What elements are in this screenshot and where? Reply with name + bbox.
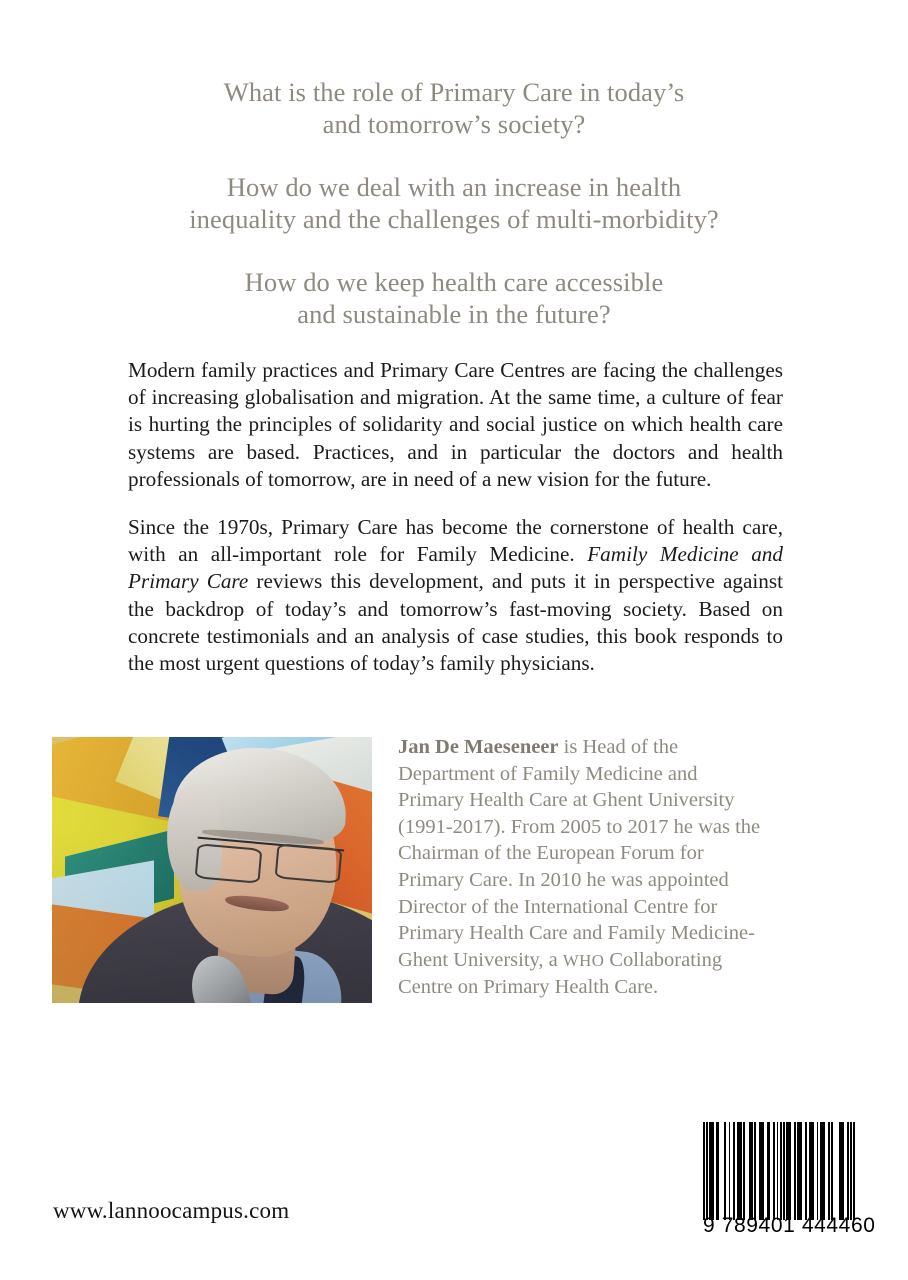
question-1 — [0, 76, 908, 140]
questions-block — [0, 76, 908, 330]
question-2 — [0, 171, 908, 235]
publisher-website[interactable]: www.lannoocampus.com — [53, 1198, 290, 1223]
blurb-paragraph-2 — [128, 514, 783, 677]
question-1-line-2: and tomorrow’s society? — [322, 109, 586, 139]
question-2-line-1: How do we deal with an increase in health — [226, 172, 682, 202]
question-1-line-1: What is the role of Primary Care in today’s — [223, 77, 685, 107]
question-3 — [0, 266, 908, 330]
who-abbreviation: WHO — [562, 950, 605, 970]
barcode-bars — [703, 1122, 855, 1220]
author-bio — [398, 734, 766, 1001]
author-name: Jan De Maeseneer — [398, 736, 559, 758]
author-bio-part-2: Collaborating Centre on Primary Health Care. — [398, 948, 723, 999]
blurb-text — [128, 357, 783, 677]
blurb-p2-part1: Since the 1970s, Primary Care has become the cornerstone of health care, with an all-important role for Family Medicine. — [128, 515, 783, 567]
question-3-line-1: How do we keep health care accessible — [244, 267, 664, 297]
blurb-paragraph-1: Modern family practices and Primary Care Centres are facing the challenges of increasing globalisation and migration. At the same time, a culture of fear is hurting the principles of solidarity and social justice on which health care systems are based. Practices, and in particular the doctors and health professionals of tomorrow, are in need of a new vision for the future. — [128, 358, 783, 491]
barcode-digits: 9 789401 444460 — [703, 1214, 876, 1237]
author-photo — [52, 737, 372, 1003]
blurb-p2-part2: reviews this development, and puts it in perspective against the backdrop of today’s and tomorrow’s fast-moving society. Based on concrete testimonials and an analysis of case studies, this book responds to the most urgent questions of today’s family physicians. — [128, 569, 783, 676]
question-3-line-2: and sustainable in the future? — [297, 299, 611, 329]
question-2-line-2: inequality and the challenges of multi-morbidity? — [189, 204, 719, 234]
book-title-reference: Family Medicine and Primary Care — [128, 542, 783, 594]
barcode — [703, 1122, 876, 1250]
photo-vignette — [52, 737, 372, 1003]
author-bio-part-1: is Head of the Department of Family Medicine and Primary Health Care at Ghent University (1991-2017). From 2005 to 2017 he was the Chairman of the European Forum for Primary Care. In 2010 he was appointed Director of the International Centre for Primary Health Care and Family Medicine-Ghent University, a — [398, 736, 761, 971]
